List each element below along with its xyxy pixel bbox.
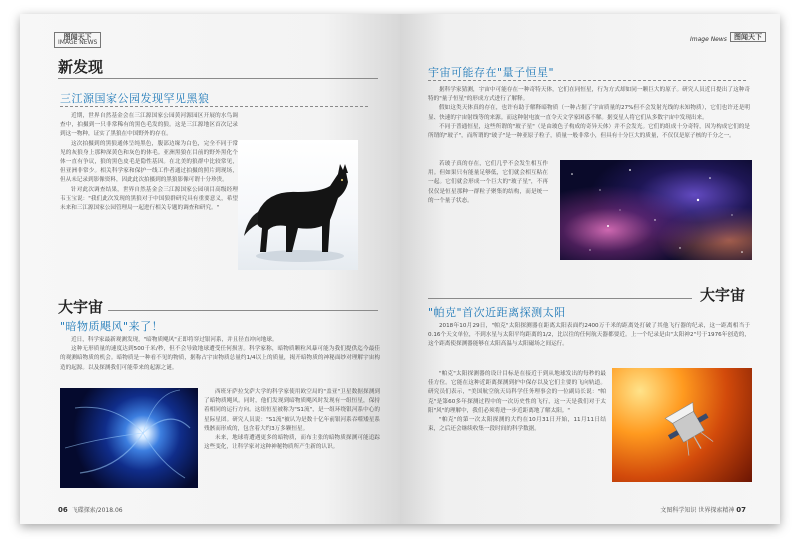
article-title-rule: [60, 106, 370, 107]
column-tag: [54, 32, 101, 48]
paragraph: 这次拍摄到的黑狼通体呈纯黑色，腹部边缘为白色，完全不同于常见的灰狼身上那种深黄色和灰色的体毛。亚洲黑狼在目前的野外黑化个体一直有争议，狼的黑色皮毛是隐性基因。在北美的狼群中比较常见，但亚洲非常少。相关科学家和保护一线工作者通过拍摄的照片到现场，但从未记录到影像资料，因此此次拍摄到的黑狼影像可谓十分珍贵。: [60, 140, 238, 184]
paragraph: 这种无形质量的速度达到500千米/秒，但不会导致地球遭受任何损害。科学家称，暗物质颗粒风暴可能为我们提供迄今最佳的观测暗物质的机会。暗物质是一种看不见的物质，据称占宇宙物质总量约1/4以上的质量，揭开暗物质的神秘面纱对理解宇宙构造的起源。以及探测我们可能带来的起源之谜。: [60, 346, 380, 371]
magazine-spread: [20, 14, 780, 524]
parker-probe-sun-image: [612, 368, 752, 482]
nebula-image: [560, 160, 752, 260]
page-folio: [58, 505, 123, 514]
paragraph: 西班牙萨拉戈萨大学的科学家使用欧空局的"盖亚"卫星数据探测到了暗物质飓风。同时，他们发现到暗物质飓风时发现有一组恒星，保持着相同的运行方向。这组恒星被称为"S1流"，是一组环绕银河系中心的星际星团。研究人员说："S1流"被认为是数十亿年前银河系吞噬矮星系残骸而形成的，包含着大约3万多颗恒星。: [204, 389, 380, 432]
column-tag-subtitle: IMAGE NEWS: [58, 39, 98, 46]
paragraph: 近日，科学家最新观测发现，"暗物质飓风"正即将穿过银河系，并且径直冲向地球。: [71, 337, 278, 343]
paragraph: 假如这类天体真的存在，也许有助于解释暗物质（一种占据了宇宙质量的27%但不会发射光线的未知物质），它们也许还是明显、快速的宇宙射线等的来源。而这种射电波一直令天文学家困惑不解。据变星人将它们从多数宇宙中发现出来。: [428, 105, 750, 121]
paragraph: 针对此次调查结果，世界自然基金会三江源国家公园项目高级经理韦玉宝说："我们此次发现的黑狼对于中国狼群研究具有重要意义，希望未来和三江源国家公园管理局一起进行相关专题的调查和研究。": [60, 186, 238, 212]
folio-text: 文图科学知识 世界探索精神: [660, 507, 735, 514]
section-title-big-universe: 大宇宙: [58, 298, 104, 316]
column-tag-english: Image News: [690, 36, 727, 43]
article-title-parker-probe: "帕克"首次近距离探测太阳: [428, 306, 566, 319]
article-title-quantum-star: 宇宙可能存在"量子恒星": [428, 66, 555, 79]
article-title-dark-matter: "暗物质飓风"来了！: [60, 320, 164, 333]
paragraph: 据科学家猜测，宇宙中可能存在一种奇特天体，它们在同恒星，行为方式却如同一颗巨大的原子。研究人员近日提出了这种奇特的"量子恒星"的形成方式进行了解释。: [428, 87, 750, 103]
dark-matter-swirl-image: [60, 388, 198, 488]
section-title-big-universe: 大宇宙: [700, 286, 746, 304]
left-page: [20, 14, 400, 524]
paragraph: 近期，世界自然基金会在三江源国家公园黄河源园区开展的水鸟调查中，拍摄到一只非常稀有的黑色毛发的狼。这是三江源地区首次记录到这一物种，证实了黑狼在中国野外的存在。: [60, 113, 238, 138]
right-page: [400, 14, 780, 524]
section-title-new-discovery: 新发现: [58, 58, 104, 76]
paragraph: 2018年10月29日，"帕克"太阳探测器在距离太阳表面约2400万千米的距离处打破了其他飞行器的纪录，这一距离相当于0.16个天文单位，不到水星与太阳平均距离的1/2，比以往的任何航天器都要近。上一个纪录是由"太阳神2"号于1976年创造的，这个距离使探测器能够在太阳高温与太阳磁场之间运行。: [428, 323, 750, 348]
section-rule: [428, 298, 692, 299]
article-body-black-wolf: [60, 112, 238, 262]
folio-text: 飞碟探索/2018.06: [71, 507, 123, 514]
page-number: 07: [736, 506, 746, 514]
page-folio: [660, 505, 750, 514]
article-body-quantum-star-bottom: [428, 160, 548, 260]
section-rule: [58, 78, 378, 79]
paragraph: "帕克"太阳探测器的设计目标是在接近于到从地球发出的每秒的最佳方位。它能在这种近距离探测到护中保存以及它们主要的飞向轨道。研究员们表示，"美国航空航天局科学任务理事会的一位副局长说："帕克"是第60多年探测过程中的一次历史性的飞行，这一天是我们对于太阳"风"的理解中，我们必须将进一步近距离地了解太阳。": [428, 371, 606, 414]
article-body-dark-matter-top: [60, 336, 380, 388]
article-body-parker-bottom: [428, 370, 606, 494]
paragraph: 若玻子真的存在，它们几乎不会发生相互作用。但如果只有能量足够低，它们就会相互粘在一起。它们就会形成一个巨大的"玻子星"，不再仅仅是恒星那种一群粒子聚集的结构，而是统一的一个量子状态。: [428, 161, 548, 204]
paragraph: 未来，地球将遭遇更多的暗物质，而布主张的暗物质探测可能追踪这些变化，让科学家对这种神秘物质所产生新的认识。: [204, 435, 380, 451]
article-title-rule: [428, 80, 748, 81]
article-title-black-wolf: 三江源国家公园发现罕见黑狼: [60, 92, 210, 105]
paragraph: "帕克"的第一次太阳探测的大约在10月31日开始，11月11日结束，之后还会继续收集一段时间的科学数据。: [428, 417, 606, 433]
article-body-quantum-star-top: [428, 86, 750, 158]
article-body-dark-matter-bottom: [204, 388, 380, 492]
article-body-parker-top: [428, 322, 750, 368]
black-wolf-photo: [238, 140, 358, 270]
paragraph: 不同于普通恒星，这些所谓的"玻子星"（是由玻色子构成的奇异天体）并不会发光。它们的组成十分奇特，因为构成它们的是所谓的"玻子"，而所谓的"玻子"是一种亚原子粒子，质量一般非常小，但具有十分巨大的质量，不仅仅是原子核的千分之一。: [428, 123, 750, 140]
section-rule: [108, 310, 378, 311]
page-number: 06: [58, 506, 68, 514]
column-tag-title: 图闻天下: [63, 33, 92, 41]
column-tag: [730, 32, 766, 42]
column-tag-title: 图闻天下: [734, 33, 762, 41]
